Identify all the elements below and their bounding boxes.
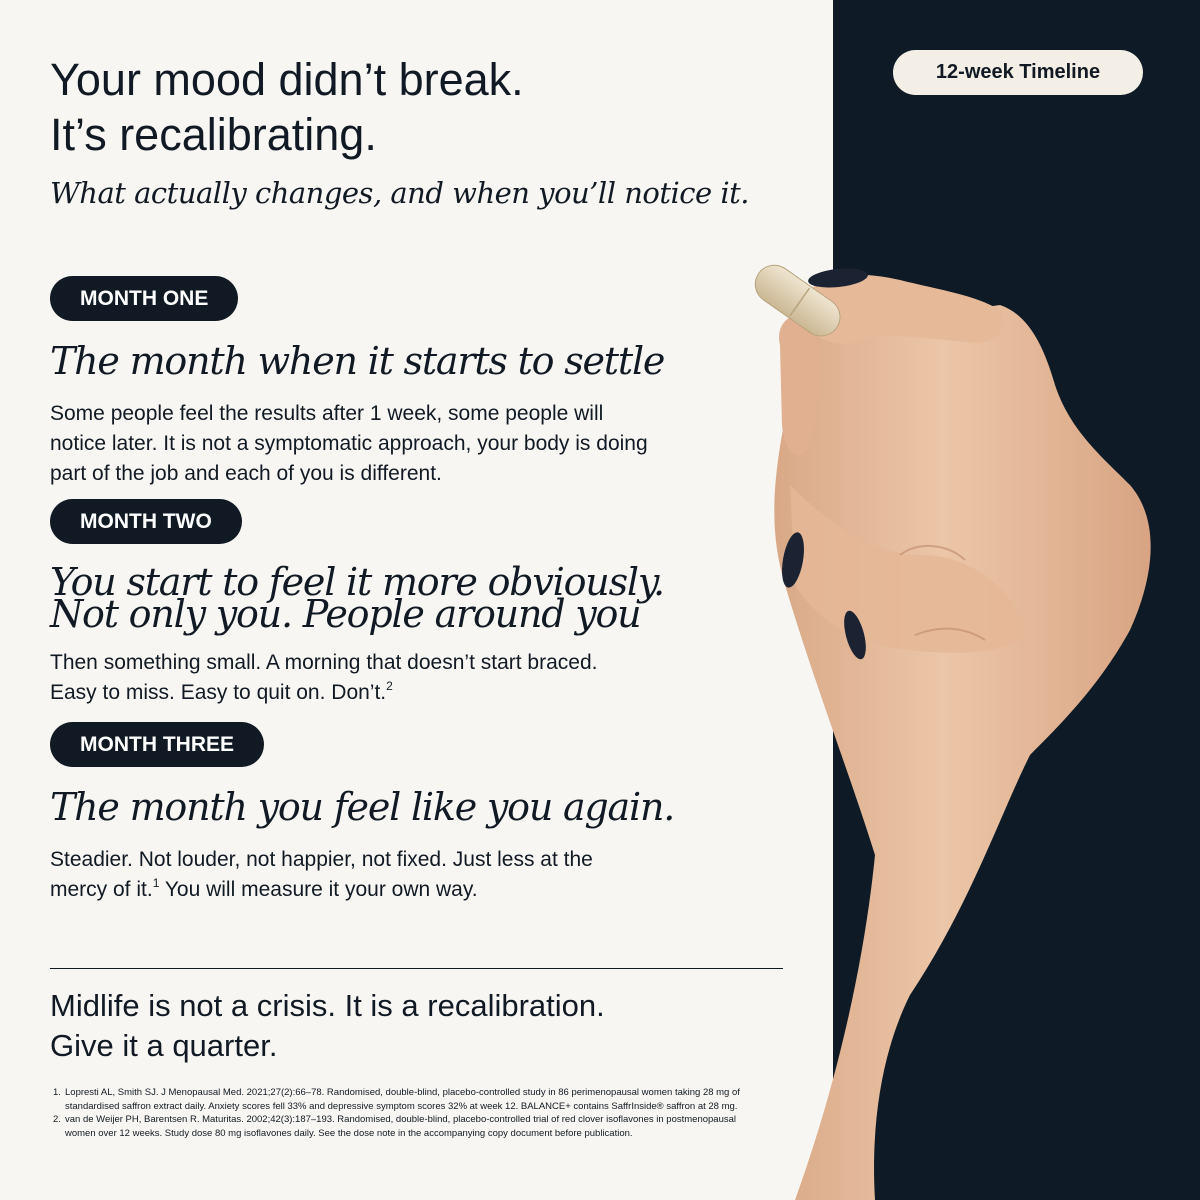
month-three-body-line-2a: mercy of it. bbox=[50, 878, 153, 901]
month-three-title bbox=[50, 785, 675, 829]
month-two-body bbox=[50, 648, 760, 708]
timeline-badge: 12-week Timeline bbox=[893, 50, 1143, 95]
month-one-body-line-2: notice later. It is not a symptomatic approach, your body is doing bbox=[50, 432, 648, 455]
month-three-body-line-1: Steadier. Not louder, not happier, not fixed. Just less at the bbox=[50, 848, 593, 871]
subheadline: What actually changes, and when you’ll notice it. bbox=[50, 176, 750, 210]
month-two-title bbox=[50, 560, 664, 636]
headline bbox=[50, 52, 524, 162]
footnote-ref-2: 2 bbox=[386, 679, 393, 693]
footnote-1 bbox=[50, 1086, 790, 1113]
month-one-body-line-3: part of the job and each of you is different. bbox=[50, 462, 442, 485]
month-one-title bbox=[50, 339, 665, 383]
month-one-body bbox=[50, 399, 760, 489]
headline-line-2: It’s recalibrating. bbox=[50, 109, 377, 160]
forearm-shape bbox=[774, 292, 1150, 1200]
closing-line-2: Give it a quarter. bbox=[50, 1028, 278, 1063]
footnote-ref-1: 1 bbox=[152, 876, 160, 890]
footnote-1-line-2: standardised saffron extract daily. Anxiety scores fell 33% and depressive symptom scores 32% at week 12. BALANCE+ contains SaffrInside® saffron at 28 mg. bbox=[65, 1100, 738, 1112]
hand-holding-capsule-illustration bbox=[700, 255, 1200, 1200]
footnotes bbox=[50, 1086, 790, 1140]
footnote-1-line-1: Lopresti AL, Smith SJ. J Menopausal Med. 2021;27(2):66–78. Randomised, double-blind, placebo-controlled study in 86 perimenopausal women taking 28 mg of bbox=[65, 1087, 740, 1098]
footnote-2 bbox=[50, 1113, 790, 1140]
headline-line-1: Your mood didn’t break. bbox=[50, 54, 524, 105]
month-one-body-line-1: Some people feel the results after 1 week, some people will bbox=[50, 402, 604, 425]
month-two-title-line-2: Not only you. People around you bbox=[50, 592, 641, 636]
month-two-pill: MONTH TWO bbox=[50, 499, 242, 544]
month-three-pill: MONTH THREE bbox=[50, 722, 264, 767]
month-two-body-line-2-text: Easy to miss. Easy to quit on. Don’t. bbox=[50, 681, 387, 704]
month-three-body-line-2b: You will measure it your own way. bbox=[159, 878, 478, 901]
month-two-body-line-2 bbox=[50, 678, 760, 708]
closing-line-1: Midlife is not a crisis. It is a recalibration. bbox=[50, 988, 605, 1023]
divider bbox=[50, 968, 783, 969]
month-one-title-line: The month when it starts to settle bbox=[50, 339, 665, 383]
month-three-body-line-2 bbox=[50, 875, 760, 905]
month-three-title-line: The month you feel like you again. bbox=[50, 785, 675, 829]
footnote-2-line-2: women over 12 weeks. Study dose 80 mg isoflavones daily. See the dose note in the accompanying copy document before publication. bbox=[65, 1127, 633, 1139]
month-one-pill: MONTH ONE bbox=[50, 276, 238, 321]
footnote-1-number: 1. bbox=[53, 1087, 61, 1098]
closing-statement bbox=[50, 986, 605, 1066]
month-two-body-line-1: Then something small. A morning that doesn’t start braced. bbox=[50, 651, 598, 674]
footnote-2-line-1: van de Weijer PH, Barentsen R. Maturitas. 2002;42(3):187–193. Randomised, double-blind, placebo-controlled trial of red clover isoflavones in postmenopausal bbox=[65, 1114, 737, 1125]
month-three-body bbox=[50, 845, 760, 905]
month-two-title-line-1: You start to feel it more obviously. bbox=[50, 560, 664, 604]
footnote-2-number: 2. bbox=[53, 1114, 61, 1125]
